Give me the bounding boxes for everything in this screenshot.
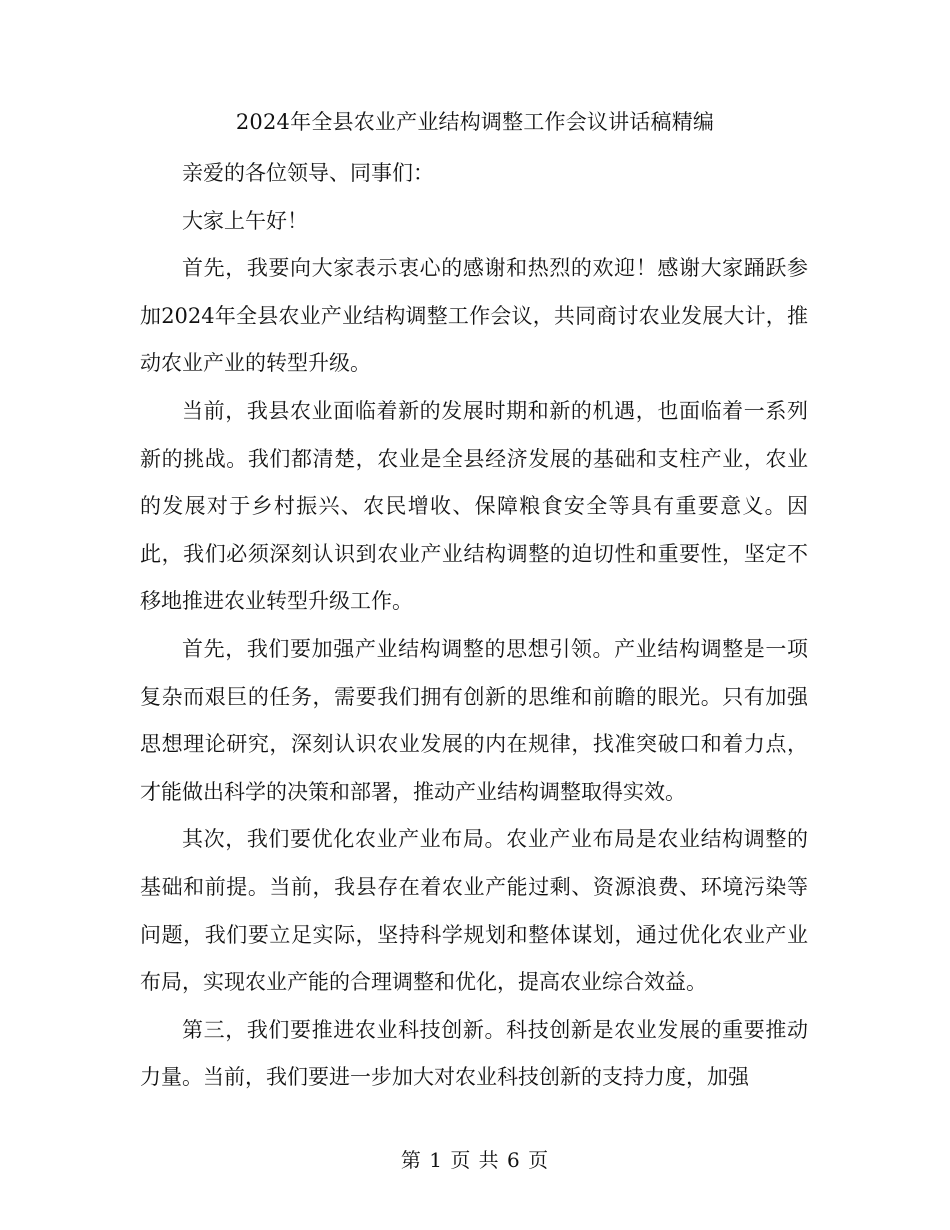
salutation: 亲爱的各位领导、同事们： [182, 161, 434, 185]
document-title: 2024年全县农业产业结构调整工作会议讲话稿精编 [235, 110, 715, 134]
greeting: 大家上午好！ [182, 208, 308, 233]
paragraph: 其次，我们要优化农业产业布局。农业产业布局是农业结构调整的基础和前提。当前，我县存在着农业产能过剩、资源浪费、环境污染等问题，我们要立足实际，坚持科学规划和整体谋划，通过优化农业产业布局，实现农业产能的合理调整和优化，提高农业综合效益。 [140, 827, 808, 995]
paragraph: 第三，我们要推进农业科技创新。科技创新是农业发展的重要推动力量。当前，我们要进一步加大对农业科技创新的支持力度，加强 [140, 1017, 808, 1090]
document-body [140, 150, 808, 1102]
page-number: 第 1 页 共 6 页 [400, 1148, 550, 1172]
paragraph: 首先，我要向大家表示衷心的感谢和热烈的欢迎！感谢大家踊跃参加2024年全县农业产业结构调整工作会议，共同商讨农业发展大计，推动农业产业的转型升级。 [140, 256, 808, 376]
paragraph: 当前，我县农业面临着新的发展时期和新的机遇，也面临着一系列新的挑战。我们都清楚，农业是全县经济发展的基础和支柱产业，农业的发展对于乡村振兴、农民增收、保障粮食安全等具有重要意义。因此，我们必须深刻认识到农业产业结构调整的迫切性和重要性，坚定不移地推进农业转型升级工作。 [140, 398, 808, 614]
paragraph: 首先，我们要加强产业结构调整的思想引领。产业结构调整是一项复杂而艰巨的任务，需要我们拥有创新的思维和前瞻的眼光。只有加强思想理论研究，深刻认识农业发展的内在规律，找准突破口和着力点，才能做出科学的决策和部署，推动产业结构调整取得实效。 [140, 636, 808, 804]
